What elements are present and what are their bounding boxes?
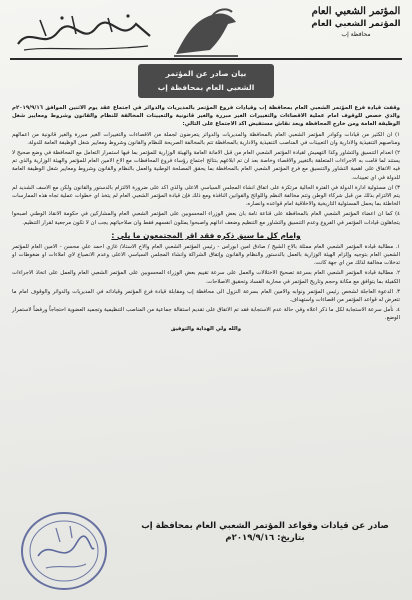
org-header (308, 6, 404, 39)
horse-emblem-icon (166, 4, 246, 60)
header-divider (10, 58, 402, 60)
title-line-2: الشعبي العام بمحافظة إب (157, 83, 255, 92)
issuer-line: صادر عن قيادات وقواعد المؤتمر الشعبي العام بمحافظة إب (141, 521, 389, 531)
point-4: ٤) كما ان اعضاء المؤتمر الشعبي العام بالمحافظة على قناعة تامة بان بعض الوزراء المحسوبين على المؤتمر الشعبي العام والمشاركين في حكومة الانقاذ الوطني اصبحوا يتجاهلون قيادات المؤتمر في الفروع وعدم التنسيق والتشاور مع التنظيم وضعف ادائهم واصبحوا يمثلون انفسهم فقط وان صلاحياتهم يجب ان لا تكون مرجعية لقرار التنظيم. (12, 211, 400, 226)
point-2: ٢) انعدام التنسيق والتشاور وكذا التهميش لقيادة المؤتمر الشعبي العام من قبل الامانة العامة والهيئة الوزارية للمؤتمر بما فيها استمرار التعامل مع المحافظة في وضع صحيح لا يستند لما قامت به الاجراءات المتعلقة بالتغيير والاقصاء وخاصة بعد ان تم ابلاغهم بنتائج اجتماع رؤساء فروع المحافظات مع الاخ الامين العام للمؤتمر والهيئة الوزارية والذي تم فيه الاتفاق على اهمية التشاور والتنسيق مع فرع المؤتمر الشعبي العام بالمحافظة بما يحقق المصلحة الوطنية والعمل بالنظام والقانون وشروط ومعايير شغل الوظيفة العامة للدولة في اي تعيينات. (12, 150, 400, 181)
statement-title-badge (138, 64, 274, 98)
intro-paragraph: وقفت قيادة فرع المؤتمر الشعبي العام بمحافظة إب وقيادات فروع المؤتمر بالمديريات والدوائر في اجتماع عقد يوم الاثنين الموافق ٢٠١٩/٩/١٦م والذي خصص للوقوف امام عملية الاقصاءات والتغييرات الغير مبررة والغير قانونية والتعيينات المخالفة للنظام والقانون وشروط ومعايير شغل الوظيفة العامة ومن خارج المحافظة وبعد نقاش مستفيض اكد الاجتماع على التالي: (12, 105, 400, 128)
org-branch: محافظة إب (341, 31, 371, 38)
signature-block (130, 520, 400, 544)
closing-line: والله ولي الهداية والتوفيق (170, 325, 242, 332)
demand-2: ٢. مطالبة قيادة المؤتمر الشعبي العام بسرعة تصحيح الاختلالات والعمل على سرعة تقييم بعض الوزراء المحسوبين على المؤتمر الشعبي العام والعمل على اتخاذ الاجراءات الكفيلة بما يتوافق مع مكانة وحجم وتاريخ المؤتمر في محاربة الفساد وتحقيق الاصلاحات. (12, 270, 400, 285)
demands-heading (12, 230, 400, 241)
demand-3: ٣. الدعوة العاجلة لشخص رئيس المؤتمر ونوابه والامين العام بسرعة النزول الى محافظة إب ومقابلة قيادة فرع المؤتمر وقياداته في المديريات والدوائر والوقوف امام ما تتعرض له قواعد المؤتمر من اقصاءات واستهداف. (12, 288, 400, 304)
issue-date: بتاريخ: ٢٠١٩/٩/١٦م (225, 533, 305, 543)
org-name: المؤتمر الشعبي العام (311, 19, 401, 29)
official-stamp (16, 508, 112, 594)
demands-heading-text: وامام كل ما سبق ذكره فقد اقر المجتمعون ما يلي : (111, 230, 301, 240)
calligraphy-logo-icon (10, 6, 160, 58)
horse-emblem (166, 4, 246, 60)
point-1: ١) ان الكثير من قيادات وكوادر المؤتمر الشعبي العام بالمحافظة والمديريات والدوائر يتعرضون لجملة من الاقصاءات والتغييرات الغير مبررة والغير قانونية من اعمالهم ومناصبهم التنفيذية والادارية وان التعيينات في المناصب التنفيذية والادارية بالمحافظة تتم بالمخالفة الصريحة للنظام والقانون وشروط ومعايير شغل الوظيفة العامة للدولة. (12, 131, 400, 146)
demand-4: ٤. نأمل سرعة الاستجابة لكل ما ذكر اعلاه وفي حالة عدم الاستجابة فقد تم الاتفاق على تقديم استقالة جماعية من المناصب التنظيمية وتجميد العضوية احتجاجاً ورفضاً لاستمرار الوضع. (12, 307, 400, 322)
stamp-icon (16, 508, 112, 594)
demand-1: ١. مطالبة قيادة المؤتمر الشعبي العام ممثلة بالاخ الشيخ / صادق امين ابوراس - رئيس المؤتمر الشعبي العام والاخ الاستاذ/ غازي احمد علي محسن - الامين العام للمؤتمر الشعبي العام بتوجيه وإلزام الهيئة الوزارية بالعمل بالدستور والنظام والقانون وإتفاق الشراكة وانشاء المجلس السياسي الاعلى وعدم الانصياع لاي املاءات او ضغوطات او تدخلات مخالفة لذلك من اي جهة كانت. (12, 243, 400, 267)
org-calligraphy-logo (10, 6, 160, 58)
org-name-calligraphy: المؤتمر الشعبي العام (311, 6, 401, 17)
point-3: ٣) ان مسئولية ادارة الدولة في الفترة الحالية مرتكزة على اتفاق انشاء المجلس السياسي الاعلى والذي اكد على ضرورة الالتزام بالدستور والقانون ولكن مع الاسف الشديد لم يتم الالتزام بذلك من قبل شركاء الوطن وتتم مخالفة النظم واللوائح والقوانين النافذة ومع ذلك فإن قيادة المؤتمر الشعبي العام لم يتخذ اي خطوات عملية تجاه هذه الممارسات الخاطئة بما يحمل المسئولية التاريخية والاخلاقية امام قواعده وانصاره. (12, 184, 400, 208)
statement-body (12, 104, 400, 335)
title-line-1: بيان صادر عن المؤتمر (165, 69, 247, 78)
